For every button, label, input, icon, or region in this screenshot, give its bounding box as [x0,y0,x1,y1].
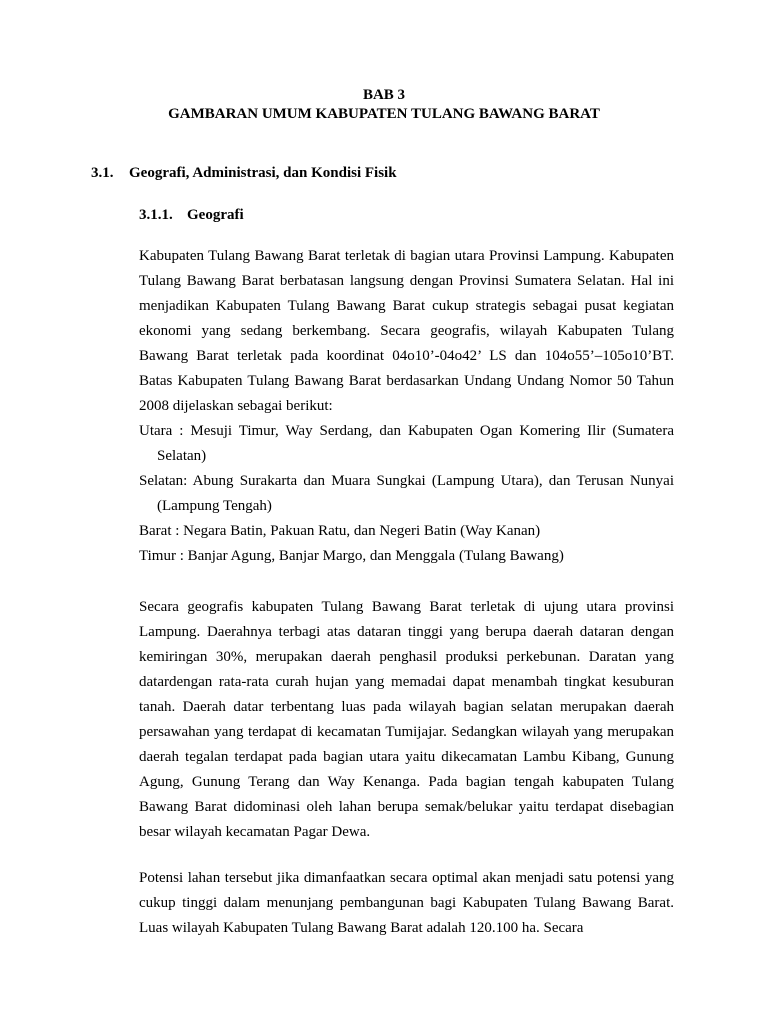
chapter-title: GAMBARAN UMUM KABUPATEN TULANG BAWANG BARAT [168,106,600,122]
boundary-list [139,419,674,569]
chapter-number: BAB 3 [362,87,406,103]
subsection-title: Geografi [187,207,244,223]
subsection-number: 3.1.1. [139,207,173,223]
boundary-west: Barat : Negara Batin, Pakuan Ratu, dan Negeri Batin (Way Kanan) [139,523,541,539]
section-number: 3.1. [91,165,114,181]
paragraph-geography-intro: Kabupaten Tulang Bawang Barat terletak di bagian utara Provinsi Lampung. Kabupaten Tulang Bawang Barat berbatasan langsung dengan Provinsi Sumatera Selatan. Hal ini menjadikan Kabupaten Tulang Bawang Barat cukup strategis sebagai pusat kegiatan ekonomi yang sedang berkembang. Secara geografis, wilayah Kabupaten Tulang Bawang Barat terletak pada koordinat 04o10’-04o42’ LS dan 104o55’–105o10’BT. Batas Kabupaten Tulang Bawang Barat berdasarkan Undang Undang Nomor 50 Tahun 2008 dijelaskan sebagai berikut: [139,248,674,414]
paragraph-land-potential: Potensi lahan tersebut jika dimanfaatkan secara optimal akan menjadi satu potensi yang cukup tinggi dalam menunjang pembangunan bagi Kabupaten Tulang Bawang Barat. Luas wilayah Kabupaten Tulang Bawang Barat adalah 120.100 ha. Secara [139,870,674,936]
boundary-north: Utara : Mesuji Timur, Way Serdang, dan Kabupaten Ogan Komering Ilir (Sumatera Selatan) [139,423,674,464]
boundary-south: Selatan: Abung Surakarta dan Muara Sungkai (Lampung Utara), dan Terusan Nunyai (Lampung Tengah) [139,473,674,514]
section-title: Geografi, Administrasi, dan Kondisi Fisik [129,165,397,181]
paragraph-topography: Secara geografis kabupaten Tulang Bawang Barat terletak di ujung utara provinsi Lampung. Daerahnya terbagi atas dataran tinggi yang berupa daerah dataran dengan kemiringan 30%, merupakan daerah penghasil produksi perkebunan. Daratan yang datardengan rata-rata curah hujan yang memadai dapat menambah tingkat kesuburan tanah. Daerah datar terbentang luas pada wilayah bagian selatan merupakan daerah persawahan yang terdapat di kecamatan Tumijajar. Sedangkan wilayah yang merupakan daerah tegalan terdapat pada bagian utara yaitu dikecamatan Lambu Kibang, Gunung Agung, Gunung Terang dan Way Kenanga. Pada bagian tengah kabupaten Tulang Bawang Barat didominasi oleh lahan berupa semak/belukar yaitu terdapat disebagian besar wilayah kecamatan Pagar Dewa. [139,599,674,840]
boundary-east: Timur : Banjar Agung, Banjar Margo, dan Menggala (Tulang Bawang) [139,548,564,564]
